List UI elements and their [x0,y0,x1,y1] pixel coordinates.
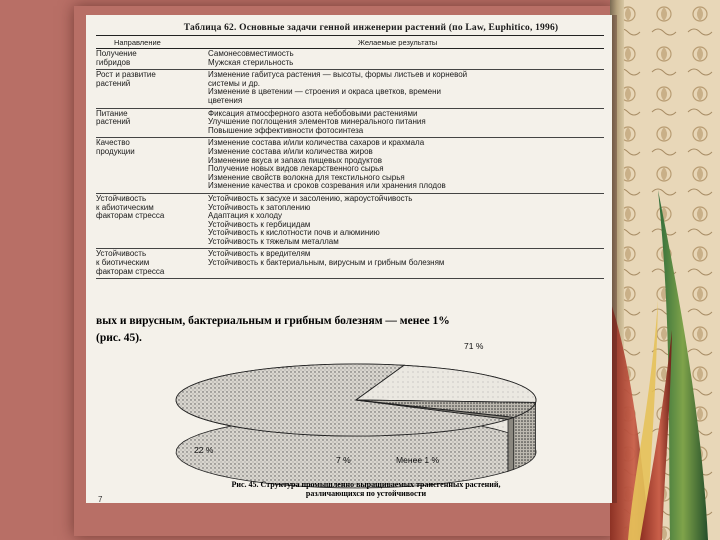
row-results: Изменение состава и/или количества сахаров и крахмала Изменение состава и/или количества жиров Изменение вкуса и запаха пищевых продуктов Получение новых видов лекарственного сырья Изменение свойств волокна для текстильного сырья Изменение качества и сроков созревания или хранения плодов [208,138,446,191]
pie-slice-side-3 [508,417,514,471]
row-direction: Устойчивость к биотическим факторам стресса [96,249,165,276]
pie-label-7: 7 % [336,455,351,465]
header-results: Желаемые результаты [358,37,438,47]
row-results: Изменение габитуса растения — высоты, формы листьев и корневой системы и др. Изменение в цветении — строения и окраса цветков, времени цветения [208,70,468,105]
pie-label-71: 71 % [464,341,484,351]
row-direction: Устойчивость к абиотическим факторам стресса [96,193,165,221]
row-direction: Рост и развитие растений [96,70,156,88]
row-direction: Питание растений [96,108,131,127]
slide-number: 7 [98,495,103,504]
pie-chart [86,15,612,503]
scanned-page [86,15,612,503]
figure-caption: Рис. 45. Структура промышленно выращиваемых трансгенных растений, различающихся по устойчивости [231,480,501,498]
body-text-figref: (рис. 45). [96,332,142,344]
decorative-side-panel [610,0,720,540]
row-direction: Качество продукции [96,138,135,156]
page-shadow [612,15,617,503]
row-results: Фиксация атмосферного азота небобовыми растениями Улучшение поглощения элементов минерального питания Повышение эффективности фотосинтеза [208,108,426,135]
row-direction: Получение гибридов [96,49,137,67]
body-text-line: вых и вирусным, бактериальным и грибным болезням — менее 1% [96,315,450,327]
row-results: Устойчивость к вредителям Устойчивость к бактериальным, вирусным и грибным болезням [208,249,445,268]
table-title: Таблица 62. Основные задачи генной инженерии растений (по Law, Euphitico, 1996) [183,23,559,33]
header-direction: Направление [114,37,161,47]
pie-label-22: 22 % [194,445,214,455]
row-results: Самонесовместимость Мужская стерильность [208,49,294,67]
row-results: Устойчивость к засухе и засолению, жароустойчивость Устойчивость к затоплению Адаптация к холоду Устойчивость к гербицидам Устойчивость к кислотности почв и алюминию Устойчивость к тяжелым металлам [208,193,413,246]
pie-label-less-1: Менее 1 % [396,455,440,465]
